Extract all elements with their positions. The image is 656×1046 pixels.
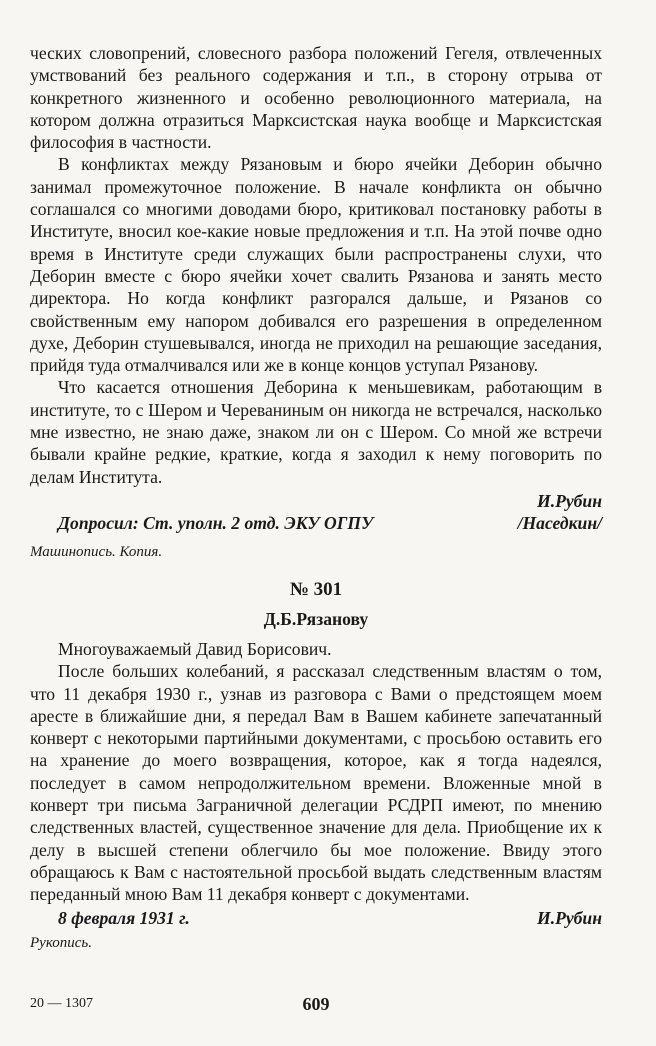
interrogated-by: Допросил: Ст. уполн. 2 отд. ЭКУ ОГПУ [58, 512, 374, 533]
document-page [30, 42, 602, 953]
page-footer [30, 994, 602, 1018]
interrogation-line [30, 512, 602, 534]
salutation: Многоуважаемый Давид Борисович. [58, 638, 332, 659]
addressee: Д.Б.Рязанову [263, 608, 369, 629]
source-note-typescript: Машинопись. Копия. [30, 543, 163, 560]
source-note-manuscript: Рукопись. [30, 934, 92, 951]
paragraph-mensheviks: Что касается отношения Деборина к меньшевикам, работающим в институте, то с Шером и Череваниным он никогда не встречался, насколько мне известно, не знаю даже, знаком ли он с Шером. Со мной же встречи бывали крайне редкие, краткие, когда я заходил к нему поговорить по делам Института. [30, 377, 602, 487]
paragraph-continuation: ческих словопрений, словесного разбора положений Гегеля, отвлеченных умствований без реального содержания и т.п., в сторону отрыва от конкретного жизненного и особенно революционного материала, на котором должна отразиться Марксистская наука вообще и Марксистская философия в частности. [30, 43, 602, 153]
signature-rubin-2: И.Рубин [537, 907, 602, 928]
interrogator-name: /Наседкин/ [517, 512, 602, 533]
page-number: 609 [302, 994, 330, 1014]
letter-date: 8 февраля 1931 г. [58, 907, 190, 928]
paragraph-conflicts: В конфликтах между Рязановым и бюро ячейки Деборин обычно занимал промежуточное положение. В начале конфликта он обычно соглашался со многими доводами бюро, критиковал постановку работы в Институте, вносил кое-какие новые предложения и т.п. На этой почве одно время в Институте среди служащих были распространены слухи, что Деборин вместе с бюро ячейки хочет свалить Рязанова и занять место директора. Но когда конфликт разгорался дальше, и Рязанов со свойственным ему напором добивался его разрешения в определенном духе, Деборин стушевывался, иногда не приходил на решающие заседания, прийдя туда отмалчивался или же в конце концов уступал Рязанову. [30, 154, 602, 376]
printer-signature-mark: 20 — 1307 [30, 996, 93, 1011]
document-number: № 301 [289, 578, 343, 600]
signature-rubin-1: И.Рубин [537, 490, 602, 511]
letter-body: После больших колебаний, я рассказал следственным властям о том, что 11 декабря 1930 г., узнав из разговора с Вами о предстоящем моем аресте в ближайшие дни, я передал Вам в Вашем кабинете запечатанный конверт с некоторыми партийными документами, с просьбою оставить его на хранение до моего возвращения, которое, как я тогда надеялся, последует в самом непродолжительном времени. Вложенные мной в конверт три письма Заграничной делегации РСДРП имеют, по мнению следственных властей, существенное значение для дела. Приобщение их к делу в высшей степени облегчило бы мое положение. Ввиду этого обращаюсь к Вам с настоятельной просьбой выдать следственным властям переданный мною Вам 11 декабря конверт с документами. [30, 661, 602, 905]
letter-date-signature [30, 907, 602, 929]
